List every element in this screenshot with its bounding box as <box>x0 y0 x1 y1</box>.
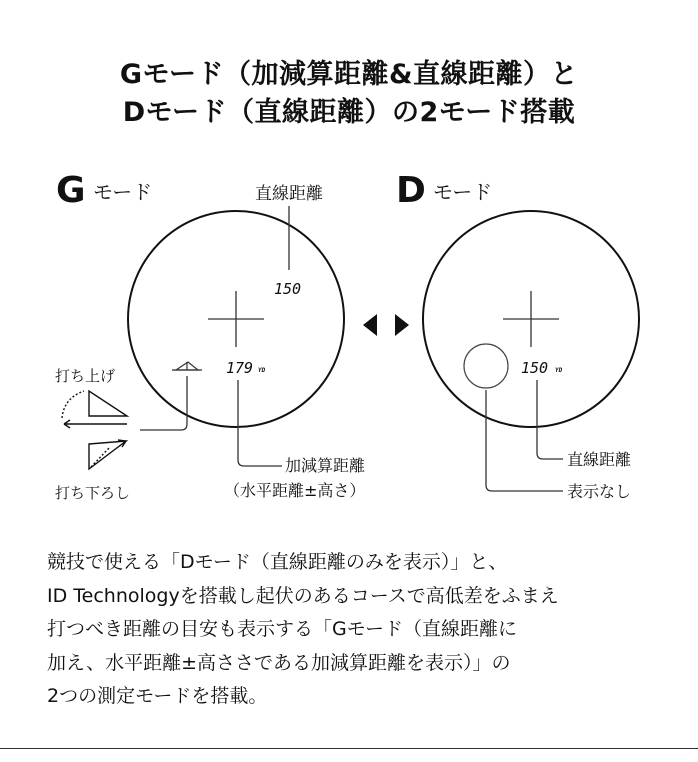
d-crosshair-icon <box>503 291 559 347</box>
g-top-label: 直線距離 <box>255 184 323 204</box>
d-distance-leader <box>537 380 563 459</box>
triangle-right-icon <box>395 314 409 336</box>
downhill-icon <box>89 440 126 469</box>
d-display-value: 150 <box>521 359 549 377</box>
uphill-label: 打ち上げ <box>55 367 116 385</box>
empty-indicator-circle <box>464 344 508 388</box>
g-display-lower: 179 <box>226 359 254 377</box>
description-line-1: 競技で使える「Dモード（直線距離のみを表示）」と、 <box>47 551 508 573</box>
g-crosshair-icon <box>208 291 264 347</box>
description-line-3: 打つべき距離の目安も表示する「Gモード（直線距離に <box>47 618 517 640</box>
description-line-4: 加え、水平距離±高ささである加減算距離を表示）」の <box>47 651 511 674</box>
d-no-display-label: 表示なし <box>567 482 632 501</box>
mode-diagram <box>0 160 698 510</box>
g-display-upper: 150 <box>274 280 302 298</box>
slope-indicator-icon <box>172 362 202 370</box>
g-bottom-label-1: 加減算距離 <box>285 456 366 475</box>
d-display-unit: YD <box>555 367 563 374</box>
main-title-line-1: Gモード（加減算距離&直線距離）と <box>119 59 579 90</box>
description-line-2: ID Technologyを搭載し起伏のあるコースで高低差をふまえ <box>47 584 559 607</box>
d-mode-label: モード <box>433 180 493 204</box>
g-mode-label: モード <box>93 180 153 204</box>
slope-leader <box>140 376 187 430</box>
description-line-5: 2つの測定モードを搭載。 <box>47 685 268 707</box>
downhill-label: 打ち下ろし <box>55 484 131 502</box>
g-mode-letter: G <box>56 170 86 211</box>
g-display-unit: YD <box>258 367 266 374</box>
triangle-left-icon <box>363 314 377 336</box>
main-title-line-2: Dモード（直線距離）の2モード搭載 <box>122 97 576 128</box>
d-mode-letter: D <box>396 170 426 211</box>
uphill-icon <box>62 391 127 428</box>
g-bottom-leader <box>238 380 282 466</box>
d-no-display-leader <box>486 390 563 491</box>
d-distance-label: 直線距離 <box>567 450 632 469</box>
bottom-divider <box>0 748 698 749</box>
description-text <box>47 546 677 714</box>
g-bottom-label-2: （水平距離±高さ） <box>224 481 366 500</box>
